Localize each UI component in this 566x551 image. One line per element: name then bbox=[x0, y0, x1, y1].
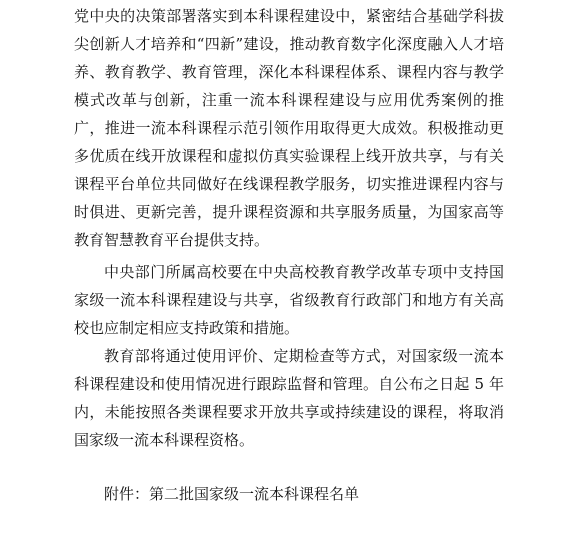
paragraph-funding-support: 中央部门所属高校要在中央高校教育教学改革专项中支持国家级一流本科课程建设与共享，省级教育行政部门和地方有关高校也应制定相应支持政策和措施。 bbox=[74, 263, 504, 337]
paragraph-continuation: 党中央的决策部署落实到本科课程建设中，紧密结合基础学科拔尖创新人才培养和“四新”建设，推动教育数字化深度融入人才培养、教育教学、教育管理，深化本科课程体系、课程内容与教学模式改革与创新，注重一流本科课程建设与应用优秀案例的推广，推进一流本科课程示范引领作用取得更大成效。积极推动更多优质在线开放课程和虚拟仿真实验课程上线开放共享，与有关课程平台单位共同做好在线课程教学服务，切实推进课程内容与时俱进、更新完善，提升课程资源和共享服务质量，为国家高等教育智慧教育平台提供支持。 bbox=[74, 7, 504, 249]
attachment-line: 附件：第二批国家级一流本科课程名单 bbox=[104, 485, 360, 503]
paragraph-supervision: 教育部将通过使用评价、定期检查等方式，对国家级一流本科课程建设和使用情况进行跟踪监督和管理。自公布之日起 5 年内，未能按照各类课程要求开放共享或持续建设的课程，将取消国家级一流本科课程资格。 bbox=[74, 347, 504, 449]
